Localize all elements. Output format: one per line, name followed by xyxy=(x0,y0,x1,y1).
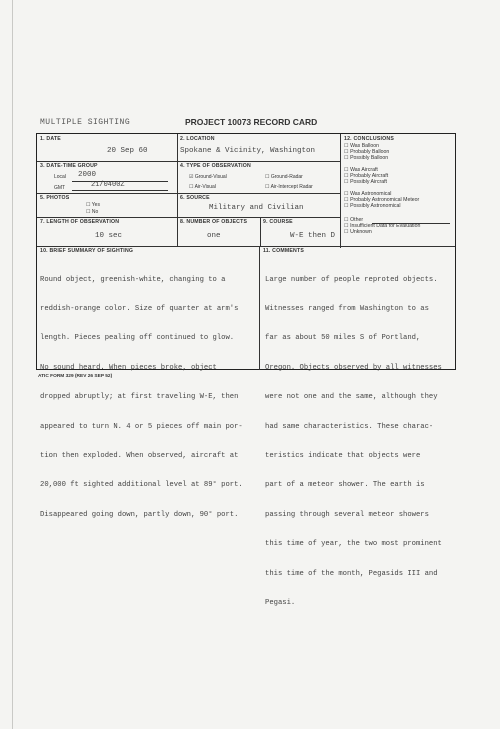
summary-text xyxy=(40,256,243,540)
probably-astronomical-option: ☐ Probably Astronomical Meteor xyxy=(344,197,420,203)
course-value: W-E then D xyxy=(290,232,336,240)
multiple-sighting-stamp: MULTIPLE SIGHTING xyxy=(40,118,131,127)
comments-line: Large number of people reproted objects. xyxy=(265,275,438,284)
photos-cell xyxy=(37,193,177,217)
air-visual-option: ☐ Air-Visual xyxy=(189,184,216,190)
ground-visual-option: ☑ Ground-Visual xyxy=(189,174,227,180)
comments-line: were not one and the same, although they xyxy=(265,393,438,402)
possibly-aircraft-option: ☐ Possibly Aircraft xyxy=(344,179,387,185)
observation-type-label: 4. TYPE OF OBSERVATION xyxy=(180,163,251,169)
length-cell xyxy=(37,217,177,246)
insufficient-data-option: ☐ Insufficient Data for Evaluation xyxy=(344,223,421,229)
comments-cell xyxy=(259,246,455,607)
comments-line: Pegasi. xyxy=(265,598,296,607)
source-label: 6. SOURCE xyxy=(180,195,210,201)
location-value: Spokane & Vicinity, Washington xyxy=(180,147,316,155)
comments-line: far as about 50 miles S of Portland, xyxy=(265,334,421,343)
gmt-label: GMT xyxy=(54,185,66,191)
comments-label: 11. COMMENTS xyxy=(263,248,305,254)
local-label: Local xyxy=(54,174,66,180)
comments-line: this time of the month, Pegasids III and xyxy=(265,569,438,578)
ground-radar-option: ☐ Ground-Radar xyxy=(265,174,303,180)
scan-edge xyxy=(12,0,13,729)
objects-cell xyxy=(177,217,260,246)
summary-line: Disappeared going down, partly down, 90° port. xyxy=(40,510,239,519)
date-value: 20 Sep 60 xyxy=(107,147,148,155)
comments-line: passing through several meteor showers xyxy=(265,510,429,519)
length-label: 7. LENGTH OF OBSERVATION xyxy=(40,219,120,225)
comments-line: had same characteristics. These charac- xyxy=(265,422,434,431)
observation-type-cell xyxy=(177,161,340,193)
objects-value: one xyxy=(207,232,221,240)
summary-line: tion then exploded. When observed, aircraft at xyxy=(40,451,239,460)
summary-label: 10. BRIEF SUMMARY OF SIGHTING xyxy=(40,248,134,254)
form-number: ATIC FORM 329 (REV 26 SEP 52) xyxy=(38,374,113,379)
course-cell xyxy=(260,217,340,246)
air-intercept-radar-option: ☐ Air-Intercept Radar xyxy=(265,184,313,190)
date-cell xyxy=(37,134,177,161)
source-cell xyxy=(177,193,340,217)
possibly-astronomical-option: ☐ Possibly Astronomical xyxy=(344,203,401,209)
conclusions-cell xyxy=(340,134,455,246)
conclusions-label: 12. CONCLUSIONS xyxy=(344,136,394,142)
length-value: 10 sec xyxy=(95,232,123,240)
location-cell xyxy=(177,134,340,161)
comments-line: this time of year, the two most prominent xyxy=(265,540,442,549)
summary-line: Round object, greenish-white, changing to a xyxy=(40,275,226,284)
unknown-option: ☐ Unknown xyxy=(344,229,372,235)
gmt-time-value: 21/0400Z xyxy=(91,181,125,189)
local-time-value: 2000 xyxy=(78,171,97,179)
comments-text xyxy=(265,256,442,628)
comments-line: Oregon. Objects observed by all witnesses xyxy=(265,363,442,372)
probably-balloon-option: ☐ Probably Balloon xyxy=(344,149,390,155)
datetime-group-cell xyxy=(37,161,177,193)
comments-line: Witnesses ranged from Washington to as xyxy=(265,304,429,313)
summary-line: No sound heard. When pieces broke, object xyxy=(40,363,217,372)
photos-yes-option: ☐ Yes xyxy=(86,202,100,208)
comments-line: teristics indicate that objects were xyxy=(265,451,421,460)
probably-aircraft-option: ☐ Probably Aircraft xyxy=(344,173,389,179)
photos-no-option: ☐ No xyxy=(86,209,99,215)
was-aircraft-option: ☐ Was Aircraft xyxy=(344,167,378,173)
possibly-balloon-option: ☐ Possibly Balloon xyxy=(344,155,389,161)
summary-line: reddish-orange color. Size of quarter at arm's xyxy=(40,304,239,313)
objects-label: 8. NUMBER OF OBJECTS xyxy=(180,219,248,225)
card-title: PROJECT 10073 RECORD CARD xyxy=(185,117,318,127)
summary-line: length. Pieces pealing off continued to glow. xyxy=(40,334,235,343)
location-label: 2. LOCATION xyxy=(180,136,215,142)
was-astronomical-option: ☐ Was Astronomical xyxy=(344,191,392,197)
other-option: ☐ Other xyxy=(344,217,364,223)
datetime-group-label: 3. DATE-TIME GROUP xyxy=(40,163,98,169)
photos-label: 5. PHOTOS xyxy=(40,195,70,201)
was-balloon-option: ☐ Was Balloon xyxy=(344,143,380,149)
summary-line: 20,000 ft sighted additional level at 89° port. xyxy=(40,481,243,490)
date-label: 1. DATE xyxy=(40,136,61,142)
source-value: Military and Civilian xyxy=(209,204,304,212)
summary-line: dropped abruptly; at first traveling W-E, then xyxy=(40,393,239,402)
gmt-underline xyxy=(72,190,168,191)
course-label: 9. COURSE xyxy=(263,219,293,225)
summary-line: appeared to turn N. 4 or 5 pieces off main por- xyxy=(40,422,243,431)
comments-line: part of a meteor shower. The earth is xyxy=(265,481,425,490)
